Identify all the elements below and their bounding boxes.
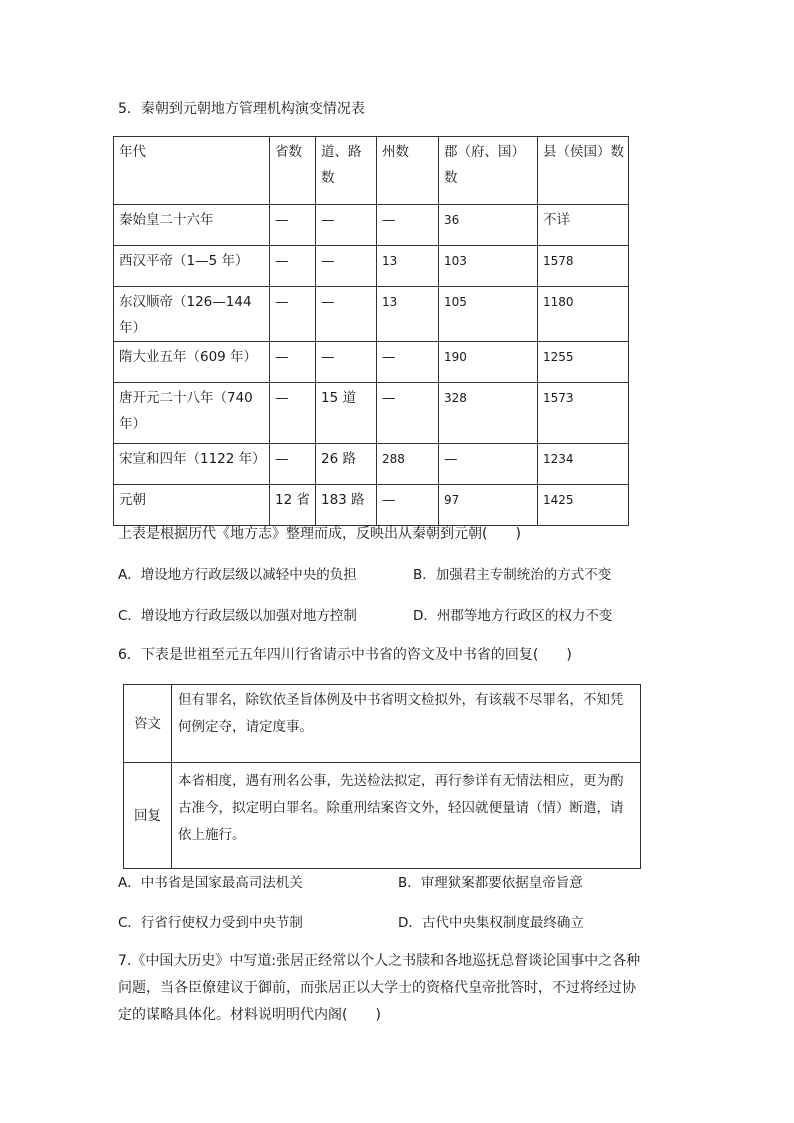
cell: 183 路 bbox=[316, 485, 377, 526]
header-circuits: 道、路数 bbox=[316, 137, 377, 205]
cell: 36 bbox=[439, 205, 538, 246]
table-row bbox=[114, 287, 629, 342]
cell: 不详 bbox=[538, 205, 629, 246]
header-commanderies: 郡（府、国）数 bbox=[439, 137, 538, 205]
cell: — bbox=[316, 205, 377, 246]
header-counties: 县（侯国）数 bbox=[538, 137, 629, 205]
cell: — bbox=[316, 246, 377, 287]
q6-text-request: 但有罪名，除钦依圣旨体例及中书省明文检拟外，有该载不尽罪名，不知凭何例定夺，请定度事。 bbox=[172, 685, 641, 763]
header-prefectures: 州数 bbox=[377, 137, 439, 205]
cell: 26 路 bbox=[316, 444, 377, 485]
q5-option-c[interactable]: C．增设地方行政层级以加强对地方控制 bbox=[118, 608, 357, 624]
q6-title: 6．下表是世祖至元五年四川行省请示中书省的咨文及中书省的回复( ) bbox=[118, 647, 572, 663]
cell: — bbox=[270, 246, 316, 287]
cell: — bbox=[270, 205, 316, 246]
q5-table bbox=[113, 136, 629, 526]
cell: 12 省 bbox=[270, 485, 316, 526]
q6-option-a[interactable]: A．中书省是国家最高司法机关 bbox=[118, 875, 303, 891]
q6-option-b[interactable]: B．审理狱案都要依据皇帝旨意 bbox=[398, 875, 583, 891]
cell: 13 bbox=[377, 246, 439, 287]
cell: 190 bbox=[439, 342, 538, 383]
cell: 288 bbox=[377, 444, 439, 485]
table-row bbox=[124, 685, 641, 763]
q6-text-reply: 本省相度，遇有刑名公事，先送检法拟定，再行参详有无情法相应，更为酌古准今，拟定明白罪名。除重刑结案咨文外，轻囚就便量请（情）断遣，请依上施行。 bbox=[172, 763, 641, 869]
q5-option-d[interactable]: D．州郡等地方行政区的权力不变 bbox=[413, 608, 613, 624]
cell: — bbox=[270, 342, 316, 383]
cell: — bbox=[270, 287, 316, 342]
table-row bbox=[114, 246, 629, 287]
cell: — bbox=[377, 485, 439, 526]
table-row bbox=[114, 383, 629, 444]
cell-era: 宋宣和四年（1122 年） bbox=[114, 444, 270, 485]
table-row bbox=[114, 444, 629, 485]
cell: 1234 bbox=[538, 444, 629, 485]
cell: — bbox=[270, 444, 316, 485]
table-row bbox=[114, 342, 629, 383]
cell-era: 西汉平帝（1—5 年） bbox=[114, 246, 270, 287]
q6-label-reply: 回复 bbox=[124, 763, 172, 869]
cell: — bbox=[439, 444, 538, 485]
cell: — bbox=[377, 205, 439, 246]
table-row bbox=[124, 763, 641, 869]
cell: 1573 bbox=[538, 383, 629, 444]
cell: 103 bbox=[439, 246, 538, 287]
q6-option-c[interactable]: C．行省行使权力受到中央节制 bbox=[118, 915, 303, 931]
cell: — bbox=[377, 342, 439, 383]
q5-header-row bbox=[114, 137, 629, 205]
cell: 13 bbox=[377, 287, 439, 342]
cell: — bbox=[316, 342, 377, 383]
cell-era: 元朝 bbox=[114, 485, 270, 526]
cell: 1425 bbox=[538, 485, 629, 526]
cell: 105 bbox=[439, 287, 538, 342]
cell: — bbox=[377, 383, 439, 444]
q5-option-b[interactable]: B．加强君主专制统治的方式不变 bbox=[413, 567, 612, 583]
q6-option-d[interactable]: D．古代中央集权制度最终确立 bbox=[398, 915, 584, 931]
table-row bbox=[114, 485, 629, 526]
q6-label-request: 咨文 bbox=[124, 685, 172, 763]
table-row bbox=[114, 205, 629, 246]
header-era: 年代 bbox=[114, 137, 270, 205]
cell-era: 唐开元二十八年（740 年） bbox=[114, 383, 270, 444]
header-provinces: 省数 bbox=[270, 137, 316, 205]
cell-era: 隋大业五年（609 年） bbox=[114, 342, 270, 383]
q5-stem: 上表是根据历代《地方志》整理而成，反映出从秦朝到元朝( ) bbox=[118, 526, 521, 542]
cell-era: 东汉顺帝（126—144 年） bbox=[114, 287, 270, 342]
cell: 1578 bbox=[538, 246, 629, 287]
cell: 1255 bbox=[538, 342, 629, 383]
cell: — bbox=[316, 287, 377, 342]
cell: 328 bbox=[439, 383, 538, 444]
q5-title: 5．秦朝到元朝地方管理机构演变情况表 bbox=[118, 101, 365, 117]
q5-option-a[interactable]: A．增设地方行政层级以减轻中央的负担 bbox=[118, 567, 357, 583]
q7-text: 7.《中国大历史》中写道:张居正经常以个人之书牍和各地巡抚总督谈论国事中之各种问题，当各臣僚建议于御前，而张居正以大学士的资格代皇帝批答时，不过将经过协定的谋略具体化。材料说明明代内阁( ) bbox=[118, 953, 641, 1023]
cell-era: 秦始皇二十六年 bbox=[114, 205, 270, 246]
q6-table bbox=[123, 684, 641, 869]
cell: 15 道 bbox=[316, 383, 377, 444]
cell: — bbox=[270, 383, 316, 444]
cell: 97 bbox=[439, 485, 538, 526]
cell: 1180 bbox=[538, 287, 629, 342]
